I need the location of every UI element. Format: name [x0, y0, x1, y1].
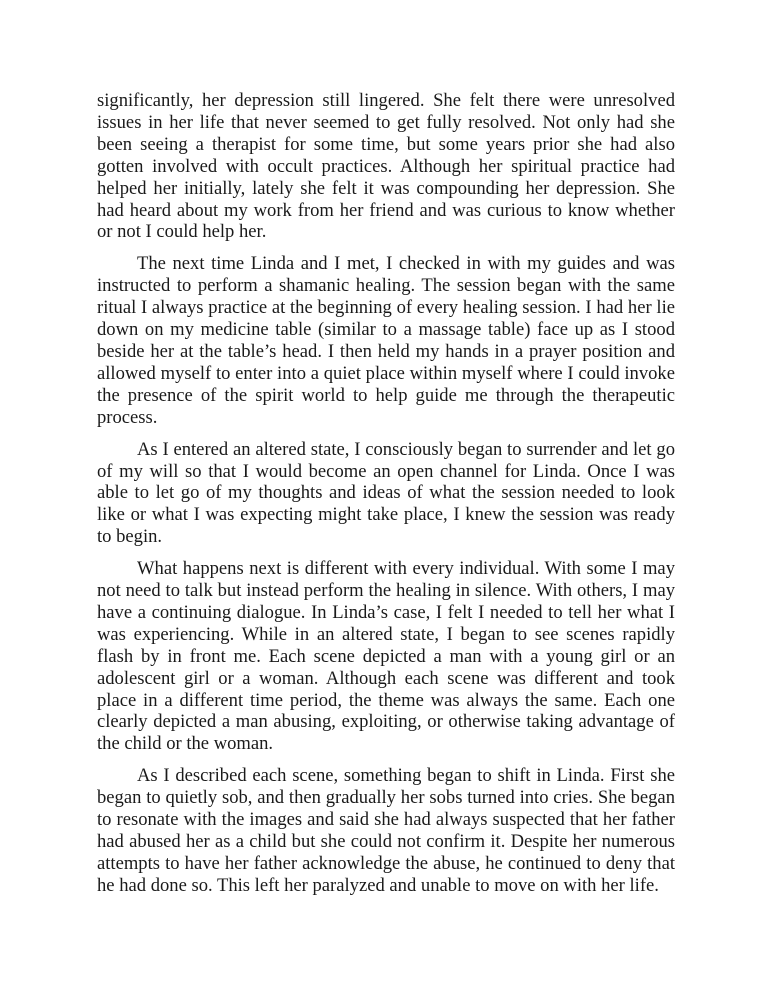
paragraph-4: What happens next is different with every individual. With some I may not need to talk but instead perform the healing in silence. With others, I may have a continuing dialogue. In Linda’s case, I felt I needed to tell her what I was experiencing. While in an altered state, I began to see scenes rapidly flash by in front me. Each scene depicted a man with a young girl or an adolescent girl or a woman. Although each scene was different and took place in a different time period, the theme was always the same. Each one clearly depicted a man abusing, exploiting, or otherwise taking advantage of the child or the woman.	[97, 558, 675, 755]
paragraph-5: As I described each scene, something began to shift in Linda. First she began to quietly sob, and then gradually her sobs turned into cries. She began to resonate with the images and said she had always suspected that her father had abused her as a child but she could not confirm it. Despite her numerous attempts to have her father acknowledge the abuse, he continued to deny that he had done so. This left her paralyzed and unable to move on with her life.	[97, 765, 675, 896]
paragraph-2: The next time Linda and I met, I checked in with my guides and was instructed to perform a shamanic healing. The session began with the same ritual I always practice at the beginning of every healing session. I had her lie down on my medicine table (similar to a massage table) face up as I stood beside her at the table’s head. I then held my hands in a prayer position and allowed myself to enter into a quiet place within myself where I could invoke the presence of the spirit world to help guide me through the therapeutic process.	[97, 253, 675, 428]
paragraph-3: As I entered an altered state, I consciously began to surrender and let go of my will so that I would become an open channel for Linda. Once I was able to let go of my thoughts and ideas of what the session needed to look like or what I was expecting might take place, I knew the session was ready to begin.	[97, 438, 675, 548]
document-page	[97, 90, 675, 907]
paragraph-1: significantly, her depression still lingered. She felt there were unresolved issues in her life that never seemed to get fully resolved. Not only had she been seeing a therapist for some time, but some years prior she had also gotten involved with occult practices. Although her spiritual practice had helped her initially, lately she felt it was compounding her depression. She had heard about my work from her friend and was curious to know whether or not I could help her.	[97, 90, 675, 243]
